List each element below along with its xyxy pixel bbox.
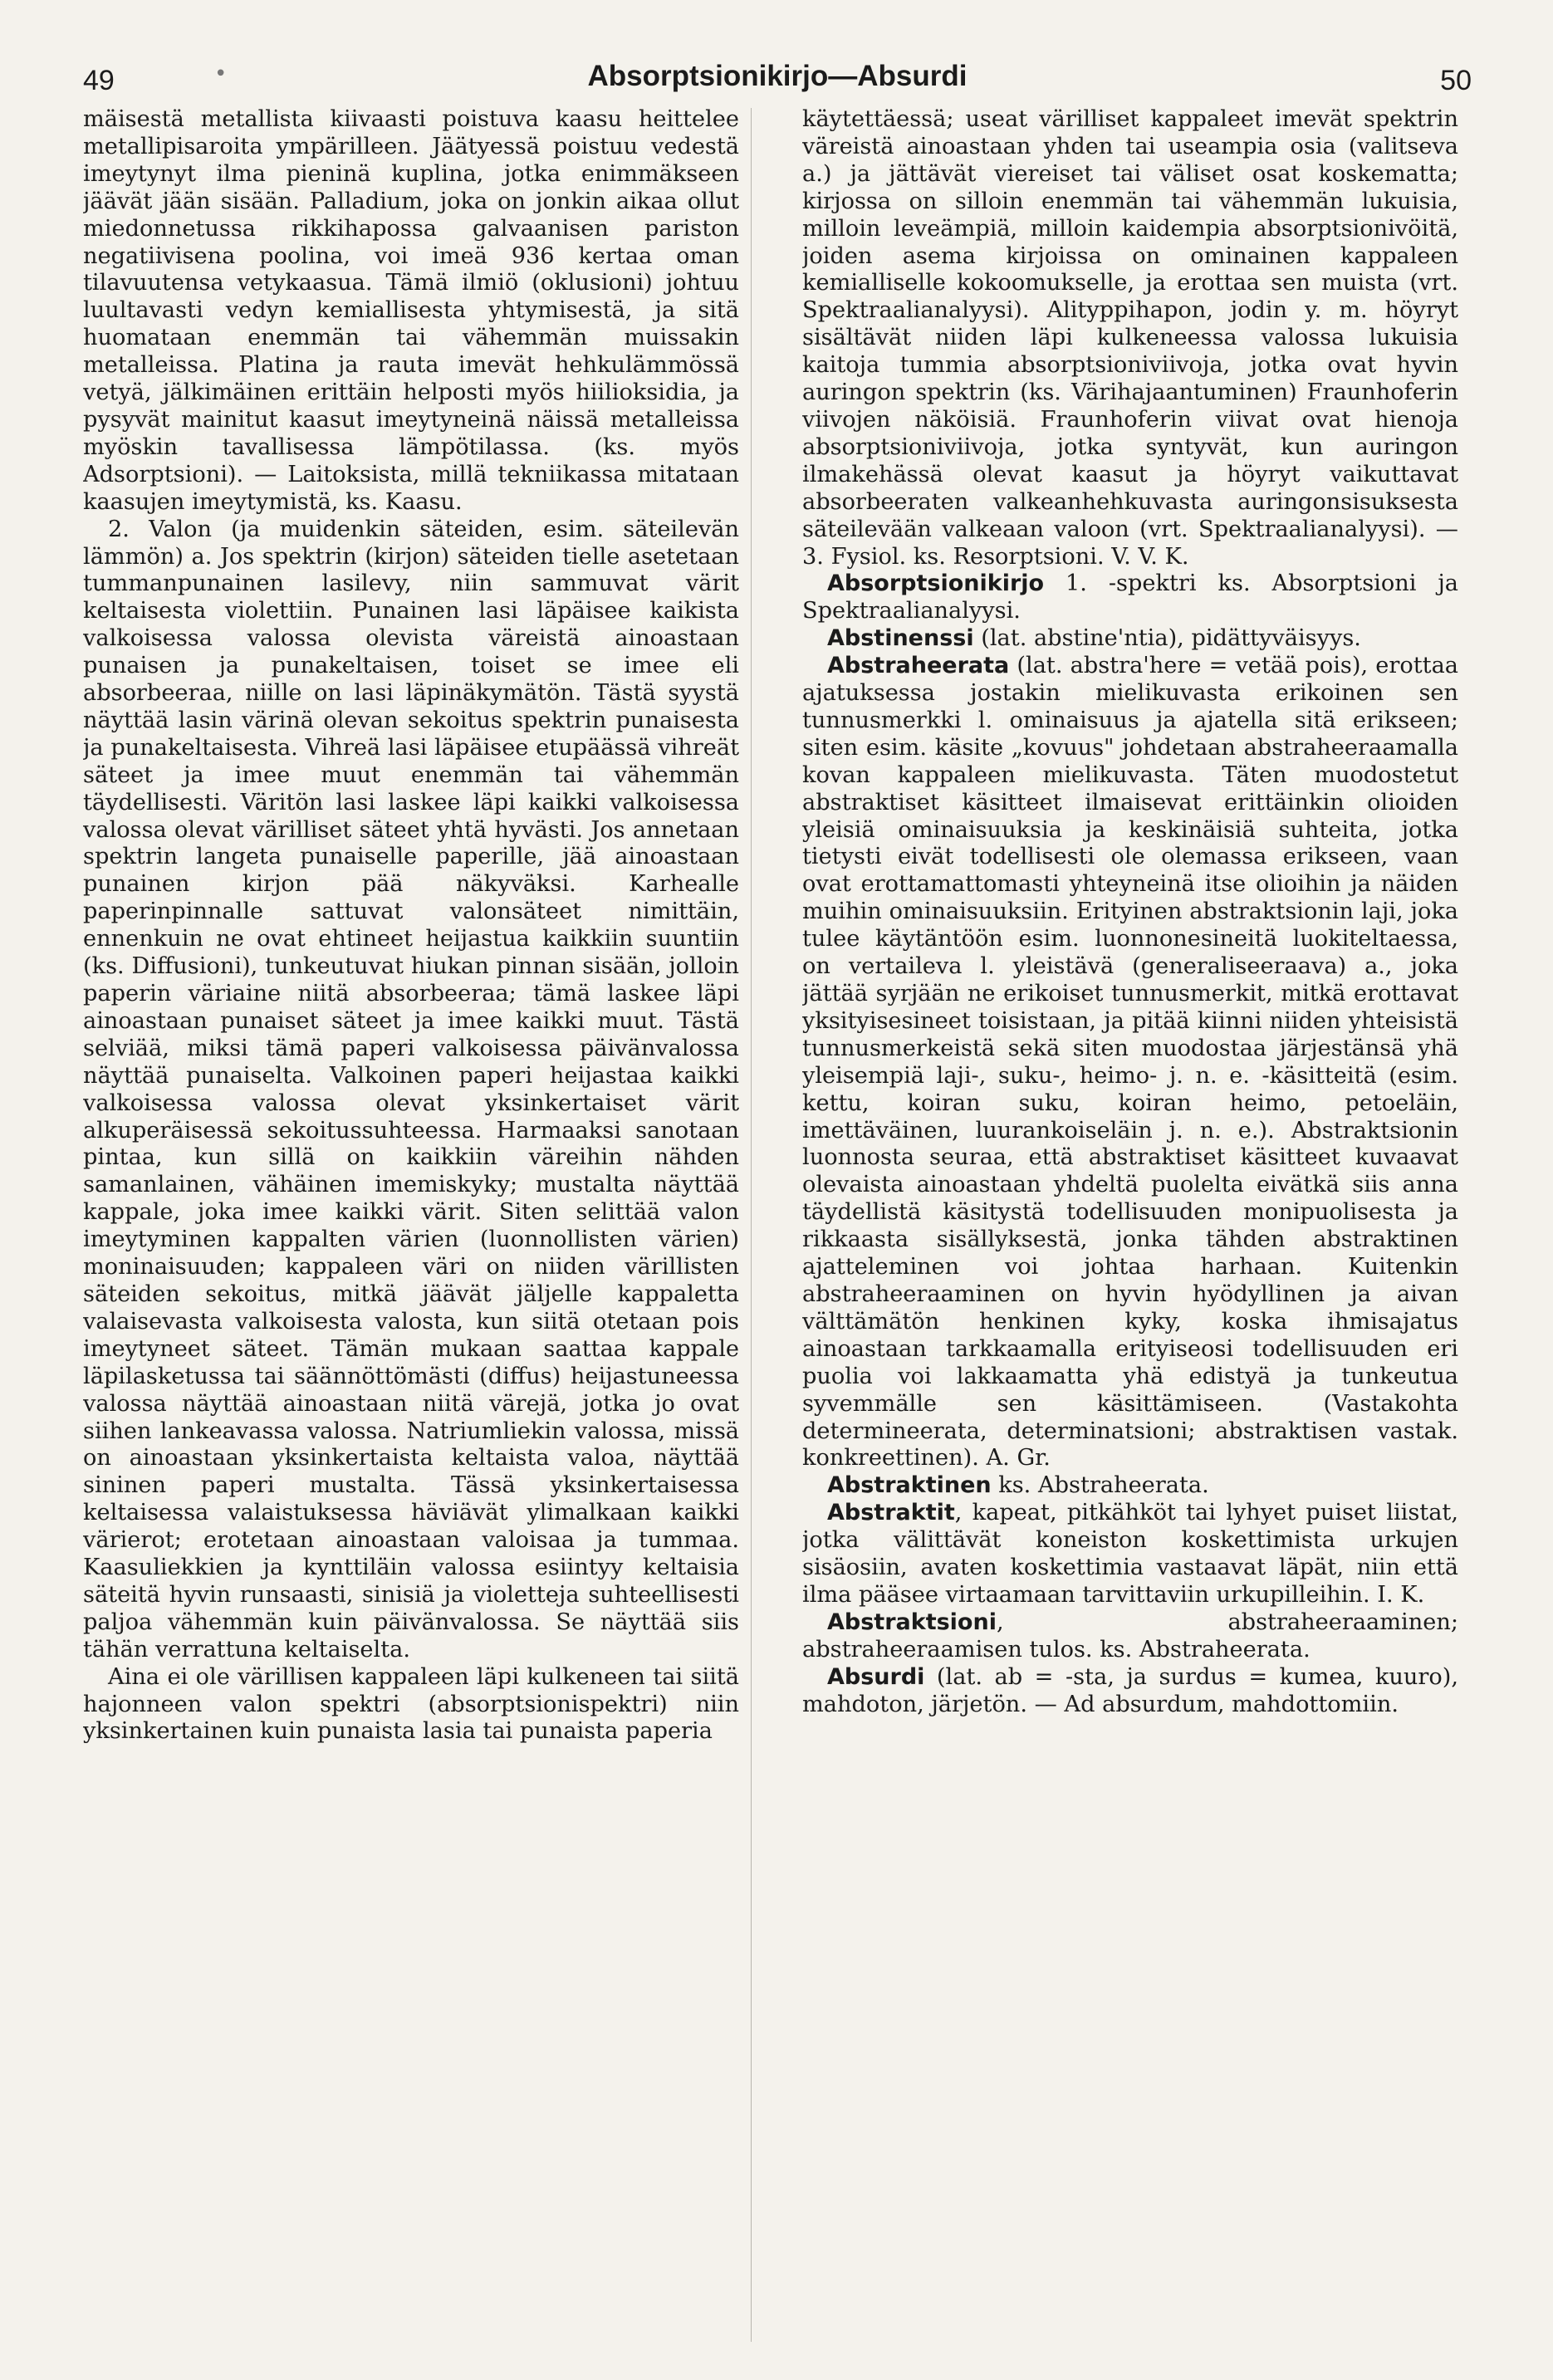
entry-text: , kapeat, pitkähköt tai lyhyet puiset liistat, jotka välittävät koneiston koskettimista urkujen sisäosiin, avaten koskettimia vastaavat läpät, niin että ilma pääsee virtaamaan tarvittaviin urkupilleihin. I. K. xyxy=(802,1500,1458,1608)
paragraph: käytettäessä; useat värilliset kappaleet imevät spektrin väreistä ainoastaan yhden tai useampia osia (valitseva a.) ja jättävät viereiset tai väliset osat koskematta; kirjossa on silloin enemmän tai vähemmän lukuisia, milloin leveämpiä, milloin kaidempia absorptsionivöitä, joiden asema kirjoissa on ominainen kappaleen kemialliselle kokoomukselle, ja erottaa sen muista (vrt. Spektraalianalyysi). Alityppihapon, jodin y. m. höyryt sisältävät niiden läpi kulkeneessa valossa lukuisia kaitoja tummia absorptsioniviivoja, jotka ovat hyvin auringon spektrin (ks. Värihajaantuminen) Fraunhoferin viivojen näköisiä. Fraunhoferin viivat ovat hienoja absorptsioniviivoja, jotka syntyvät, kun auringon ilmakehässä olevat kaasut ja höyryt vaikuttavat absorbeeraten valkeanhehkuvasta auringonsisuksesta säteilevään valkeaan valoon (vrt. Spektraalianalyysi). — 3. Fysiol. ks. Resorptsioni. V. V. K. xyxy=(802,106,1458,570)
right-column xyxy=(802,106,1458,2340)
page-number-left: 49 xyxy=(83,65,115,96)
entry-text: (lat. ab = -sta, ja surdus = kumea, kuuro), mahdoton, järjetön. — Ad absurdum, mahdottomiin. xyxy=(802,1663,1458,1717)
entry-text: 1. -spektri ks. Absorptsioni ja Spektraalianalyysi. xyxy=(802,571,1458,624)
entry-headword: Abstinenssi xyxy=(827,625,974,652)
bullet-mark: • xyxy=(214,61,228,86)
dictionary-entry xyxy=(802,653,1458,1472)
entry-headword: Abstraktit xyxy=(827,1500,955,1526)
dictionary-entry xyxy=(802,1609,1458,1664)
entry-headword: Absorptsionikirjo xyxy=(827,571,1045,597)
entry-headword: Abstraktsioni xyxy=(827,1609,997,1635)
page-number-right: 50 xyxy=(1440,65,1472,96)
entry-headword: Abstraheerata xyxy=(827,653,1010,679)
dictionary-entry xyxy=(802,1472,1458,1500)
dictionary-entry xyxy=(802,625,1458,653)
dictionary-entry xyxy=(802,1664,1458,1719)
left-column xyxy=(83,106,739,2340)
entry-headword: Absurdi xyxy=(827,1663,925,1690)
dictionary-entry xyxy=(802,1500,1458,1609)
entry-text: ks. Abstraheerata. xyxy=(991,1472,1209,1499)
dictionary-entry xyxy=(802,571,1458,625)
paragraph: 2. Valon (ja muidenkin säteiden, esim. säteilevän lämmön) a. Jos spektrin (kirjon) säteiden tielle asetetaan tummanpunainen lasilevy, niin sammuvat värit keltaisesta violettiin. Punainen lasi läpäisee kaikista valkoisessa valossa olevista väreistä ainoastaan punaisen ja punakeltaisen, toiset se imee eli absorbeeraa, niille on lasi läpinäkymätön. Tästä syystä näyttää lasin värinä olevan sekoitus spektrin punaisesta ja punakeltaisesta. Vihreä lasi läpäisee etupäässä vihreät säteet ja imee muut enemmän tai vähemmän täydellisesti. Väritön lasi laskee läpi kaikki valkoisessa valossa olevat värilliset säteet yhtä hyvästi. Jos annetaan spektrin langeta punaiselle paperille, jää ainoastaan punainen kirjon pää näkyväksi. Karhealle paperinpinnalle sattuvat valonsäteet nimittäin, ennenkuin ne ovat ehtineet heijastua kaikkiin suuntiin (ks. Diffusioni), tunkeutuvat hiukan pinnan sisään, jolloin paperin väriaine niitä absorbeeraa; tämä laskee läpi ainoastaan punaiset säteet ja imee kaikki muut. Tästä selviää, miksi tämä paperi valkoisessa päivänvalossa näyttää punaiselta. Valkoinen paperi heijastaa kaikki valkoisessa valossa olevat yksinkertaiset värit alkuperäisessä sekoitussuhteessa. Harmaaksi sanotaan pintaa, kun sillä on kaikkiin väreihin nähden samanlainen, vähäinen imemiskyky; mustalta näyttää kappale, joka imee kaikki värit. Siten selittää valon imeytyminen kappalten värien (luonnollisten värien) moninaisuuden; kappaleen väri on niiden värillisten säteiden sekoitus, mitkä jäävät jäljelle kappaletta valaisevasta valkoisesta valosta, kun siitä otetaan pois imeytyneet säteet. Tämän mukaan saattaa kappale läpilasketussa tai säännöttömästi (diffus) heijastuneessa valossa näyttää ainoastaan niitä värejä, jotka jo ovat siihen lankeavassa valossa. Natriumliekin valossa, missä on ainoastaan yksinkertaista keltaista valoa, näyttää sininen paperi mustalta. Tässä yksinkertaisessa keltaisessa valaistuksessa häviävät ylimalkaan kaikki värierot; erotetaan ainoastaan valoisaa ja tummaa. Kaasuliekkien ja kynttiläin valossa esiintyy keltaisia säteitä hyvin runsaasti, sinisiä ja violetteja suhteellisesti paljoa vähemmän kuin päivänvalossa. Se näyttää siis tähän verrattuna keltaiselta. xyxy=(83,516,739,1663)
entry-text: , abstraheeraaminen; abstraheeraamisen tulos. ks. Abstraheerata. xyxy=(802,1609,1458,1663)
running-title: Absorptsionikirjo—Absurdi xyxy=(587,60,968,92)
column-divider xyxy=(751,108,752,2342)
paragraph: Aina ei ole värillisen kappaleen läpi kulkeneen tai siitä hajonneen valon spektri (absorptsionispektri) niin yksinkertainen kuin punaista lasia tai punaista paperia xyxy=(83,1663,739,1745)
entry-text: (lat. abstine'ntia), pidättyväisyys. xyxy=(973,625,1361,652)
entry-headword: Abstraktinen xyxy=(827,1472,992,1499)
paragraph: mäisestä metallista kiivaasti poistuva kaasu heittelee metallipisaroita ympärilleen. Jäätyessä poistuu vedestä imeytynyt ilma pieninä kuplina, jotka enimmäkseen jäävät jään sisään. Palladium, joka on jonkin aikaa ollut miedonnetussa rikkihapossa galvaanisen pariston negatiivisena poolina, voi imeä 936 kertaa oman tilavuutensa vetykaasua. Tämä ilmiö (oklusioni) johtuu luultavasti vedyn kemiallisesta yhtymisestä, ja sitä huomataan enemmän tai vähemmän muissakin metalleissa. Platina ja rauta imevät hehkulämmössä vetyä, jälkimäinen erittäin helposti myös hiilioksidia, ja pysyvät mainitut kaasut imeytyneinä näissä metalleissa myöskin tavallisessa lämpötilassa. (ks. myös Adsorptsioni). — Laitoksista, millä tekniikassa mitataan kaasujen imeytymistä, ks. Kaasu. xyxy=(83,106,739,515)
page-header xyxy=(83,60,1472,106)
entry-text: (lat. abstra'here = vetää pois), erottaa ajatuksessa jostakin mielikuvasta erikoinen sen tunnusmerkki l. ominaisuus ja ajatella sitä erikseen; siten esim. käsite „kovuus" johdetaan abstraheeraamalla kovan kappaleen mielikuvasta. Täten muodostetut abstraktiset käsitteet ilmaisevat erittäinkin olioiden yleisiä ominaisuuksia ja keskinäisiä suhteita, jotka tietysti eivät todellisesti ole olemassa erikseen, vaan ovat erottamattomasti yhteyneinä itse olioihin ja näiden muihin ominaisuuksiin. Erityinen abstraktsionin laji, joka tulee käytäntöön esim. luonnonesineitä luokiteltaessa, on vertaileva l. yleistävä (generaliseeraava) a., joka jättää syrjään ne erikoiset tunnusmerkit, mitkä erottavat yksityisesineet toisistaan, ja pitää kiinni niiden yhteisistä tunnusmerkeistä sekä siten muodostaa järjestänsä yhä yleisempiä laji-, suku-, heimo- j. n. e. -käsitteitä (esim. kettu, koiran suku, koiran heimo, petoeläin, imettäväinen, luurankoiseläin j. n. e.). Abstraktsionin luonnosta seuraa, että abstraktiset käsitteet kuvaavat olevaista ainoastaan yhdeltä puolelta eivätkä siis anna täydellistä käsitystä todellisuuden monipuolisesta ja rikkaasta sisällyksestä, jonka tähden abstraktinen ajatteleminen voi johtaa harhaan. Kuitenkin abstraheeraaminen on hyvin hyödyllinen ja aivan välttämätön henkinen kyky, koska ihmisajatus ainoastaan tarkkaamalla erityiseosi todellisuuden eri puolia voi lakkaamatta yhä edistyä ja tunkeutua syvemmälle sen käsittämiseen. (Vastakohta determineerata, determinatsioni; abstraktisen vastak. konkreettinen). A. Gr. xyxy=(802,653,1458,1472)
